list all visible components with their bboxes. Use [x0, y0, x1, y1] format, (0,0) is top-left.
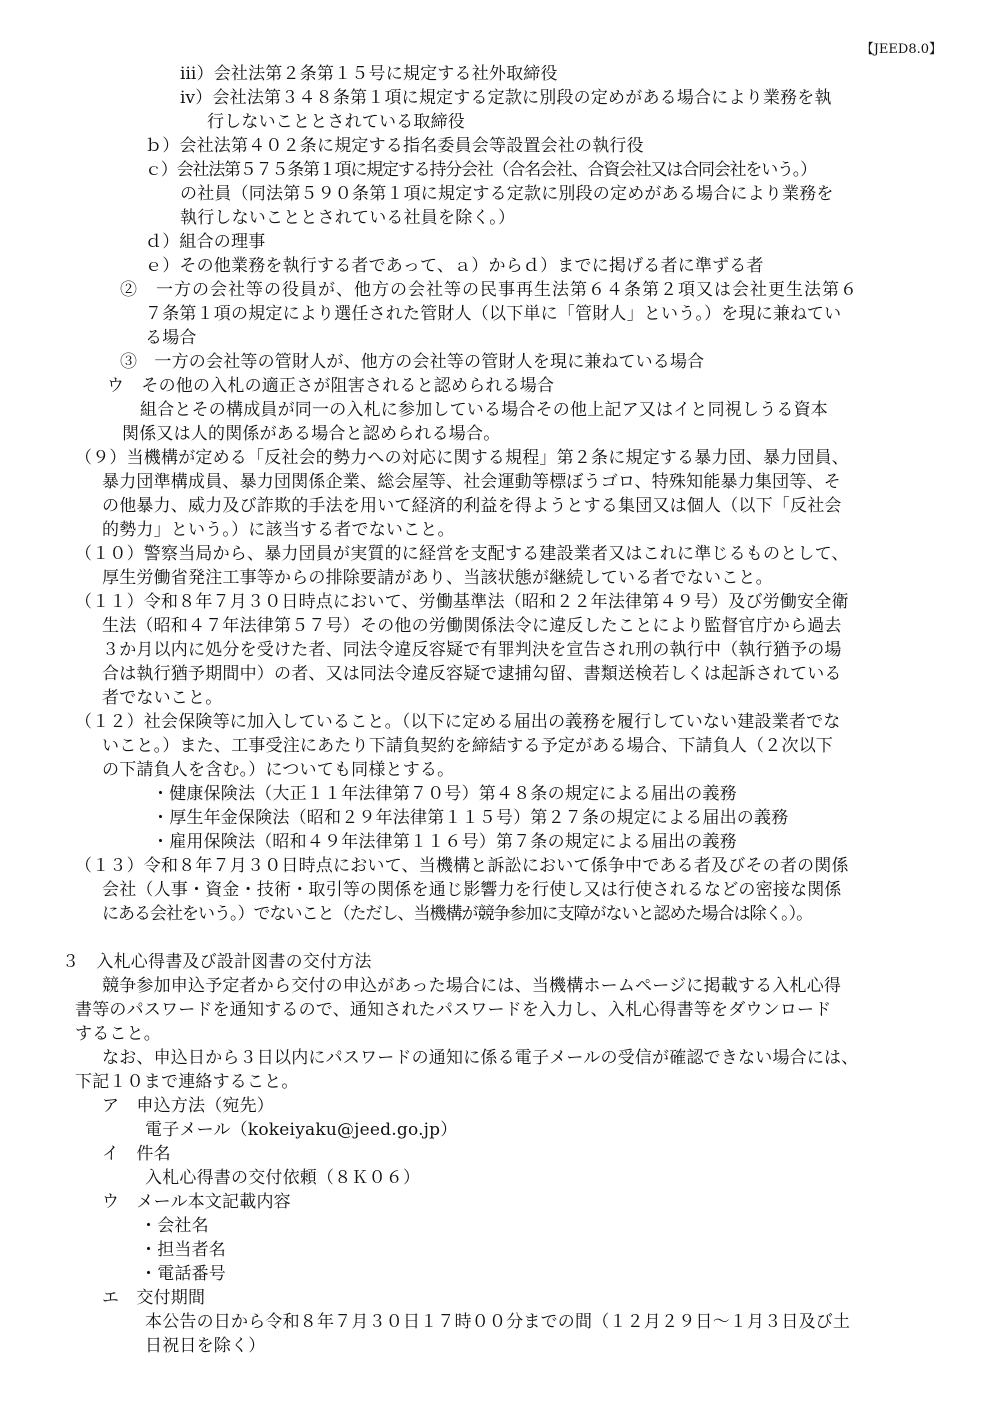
text-line: ７条第１項の規定により選任された管財人（以下単に「管財人」という。）を現に兼ねてい — [145, 304, 842, 324]
text-line: ③ 一方の会社等の管財人が、他方の会社等の管財人を現に兼ねている場合 — [120, 352, 705, 372]
document-code: 【JEED8.0】 — [860, 42, 942, 57]
text-line: 行しないこととされている取締役 — [207, 112, 465, 132]
text-line: の社員（同法第５９０条第１項に規定する定款に別段の定めがある場合により業務を — [180, 184, 834, 204]
text-line: ・電話番号 — [140, 1264, 226, 1284]
text-line: の他暴力、威力及び詐欺的手法を用いて経済的利益を得ようとする集団又は個人（以下「反社会 — [102, 496, 842, 516]
text-line: ② 一方の会社等の役員が、他方の会社等の民事再生法第６４条第２項又は会社更生法第６ — [120, 280, 858, 300]
text-line: ・健康保険法（大正１１年法律第７０号）第４８条の規定による届出の義務 — [152, 784, 737, 804]
text-line: 執行しないこととされている社員を除く。） — [180, 208, 516, 228]
text-line: にある会社をいう。）でないこと（ただし、当機構が競争参加に支障がないと認めた場合は除く。）。 — [102, 904, 813, 924]
text-line: ⅳ）会社法第３４８条第１項に規定する定款に別段の定めがある場合により業務を執 — [180, 88, 832, 108]
section-heading: ３ 入札心得書及び設計図書の交付方法 — [62, 952, 372, 972]
text-line: ア 申込方法（宛先） — [102, 1096, 274, 1116]
text-line: 会社（人事・資金・技術・取引等の関係を通じ影響力を行使し又は行使されるなどの密接な関係 — [102, 880, 842, 900]
text-line: イ 件名 — [102, 1144, 171, 1164]
text-line: ・雇用保険法（昭和４９年法律第１１６号）第７条の規定による届出の義務 — [152, 832, 737, 852]
text-line: 日祝日を除く） — [145, 1336, 266, 1356]
text-line: 者でないこと。 — [102, 688, 223, 708]
text-line: ３か月以内に処分を受けた者、同法令違反容疑で有罪判決を宣告され刑の執行中（執行猶予の場 — [102, 640, 842, 660]
text-line: ｅ）その他業務を執行する者であって、ａ）からｄ）までに掲げる者に準ずる者 — [145, 256, 764, 276]
text-line: ｄ）組合の理事 — [145, 232, 266, 252]
text-line: 下記１０まで連絡すること。 — [75, 1072, 299, 1092]
text-line: 生法（昭和４７年法律第５７号）その他の労働関係法令に違反したことにより監督官庁から過去 — [102, 616, 842, 636]
text-line: ウ メール本文記載内容 — [102, 1192, 291, 1212]
text-line: 組合とその構成員が同一の入札に参加している場合その他上記ア又はイと同視しうる資本 — [140, 400, 828, 420]
text-line: の下請負人を含む。）についても同様とする。 — [102, 760, 455, 780]
text-line: 競争参加申込予定者から交付の申込があった場合には、当機構ホームページに掲載する入札心得 — [102, 976, 842, 996]
text-line: 関係又は人的関係がある場合と認められる場合。 — [122, 424, 501, 444]
text-line: る場合 — [145, 328, 197, 348]
text-line: すること。 — [75, 1024, 161, 1044]
text-line: ・会社名 — [140, 1216, 209, 1236]
text-line: エ 交付期間 — [102, 1288, 206, 1308]
text-line: 暴力団準構成員、暴力団関係企業、総会屋等、社会運動等標ぼうゴロ、特殊知能暴力集団等、そ — [102, 472, 841, 492]
text-line: 電子メール（kokeiyaku@jeed.go.jp） — [145, 1120, 458, 1140]
text-line: 入札心得書の交付依頼（８Ｋ０６） — [145, 1168, 421, 1188]
text-line: ｃ）会社法第５７５条第１項に規定する持分会社（合名会社、合資会社又は合同会社をいう。） — [145, 160, 816, 180]
text-line: ・担当者名 — [140, 1240, 226, 1260]
text-line: （１０）警察当局から、暴力団員が実質的に経営を支配する建設業者又はこれに準じるものとして、 — [75, 544, 849, 564]
text-line: （１１）令和８年７月３０日時点において、労働基準法（昭和２２年法律第４９号）及び労働安全衛 — [75, 592, 849, 612]
text-line: ｂ）会社法第４０２条に規定する指名委員会等設置会社の執行役 — [145, 136, 644, 156]
text-line: ・厚生年金保険法（昭和２９年法律第１１５号）第２７条の規定による届出の義務 — [152, 808, 789, 828]
text-line: いこと。）また、工事受注にあたり下請負契約を締結する予定がある場合、下請負人（２次以下 — [102, 736, 834, 756]
text-line: 的勢力」という。）に該当する者でないこと。 — [102, 520, 455, 540]
text-line: （１３）令和８年７月３０日時点において、当機構と訴訟において係争中である者及びその者の関係 — [75, 856, 849, 876]
text-line: なお、申込日から３日以内にパスワードの通知に係る電子メールの受信が確認できない場合には、 — [102, 1048, 859, 1068]
text-line: （１２）社会保険等に加入していること。（以下に定める届出の義務を履行していない建設業者でな — [75, 712, 841, 732]
text-line: 合は執行猶予期間中）の者、又は同法令違反容疑で逮捕勾留、書類送検若しくは起訴されている — [102, 664, 842, 684]
text-line: 書等のパスワードを通知するので、通知されたパスワードを入力し、入札心得書等をダウンロード — [75, 1000, 832, 1020]
text-line: 本公告の日から令和８年７月３０日１７時００分までの間（１２月２９日～１月３日及び土 — [145, 1312, 851, 1332]
text-line: ⅲ）会社法第２条第１５号に規定する社外取締役 — [180, 64, 558, 84]
text-line: 厚生労働省発注工事等からの排除要請があり、当該状態が継続している者でないこと。 — [102, 568, 773, 588]
text-line: ウ その他の入札の適正さが阻害されると認められる場合 — [107, 376, 555, 396]
text-line: （９）当機構が定める「反社会的勢力への対応に関する規程」第２条に規定する暴力団、暴力団員、 — [75, 448, 849, 468]
